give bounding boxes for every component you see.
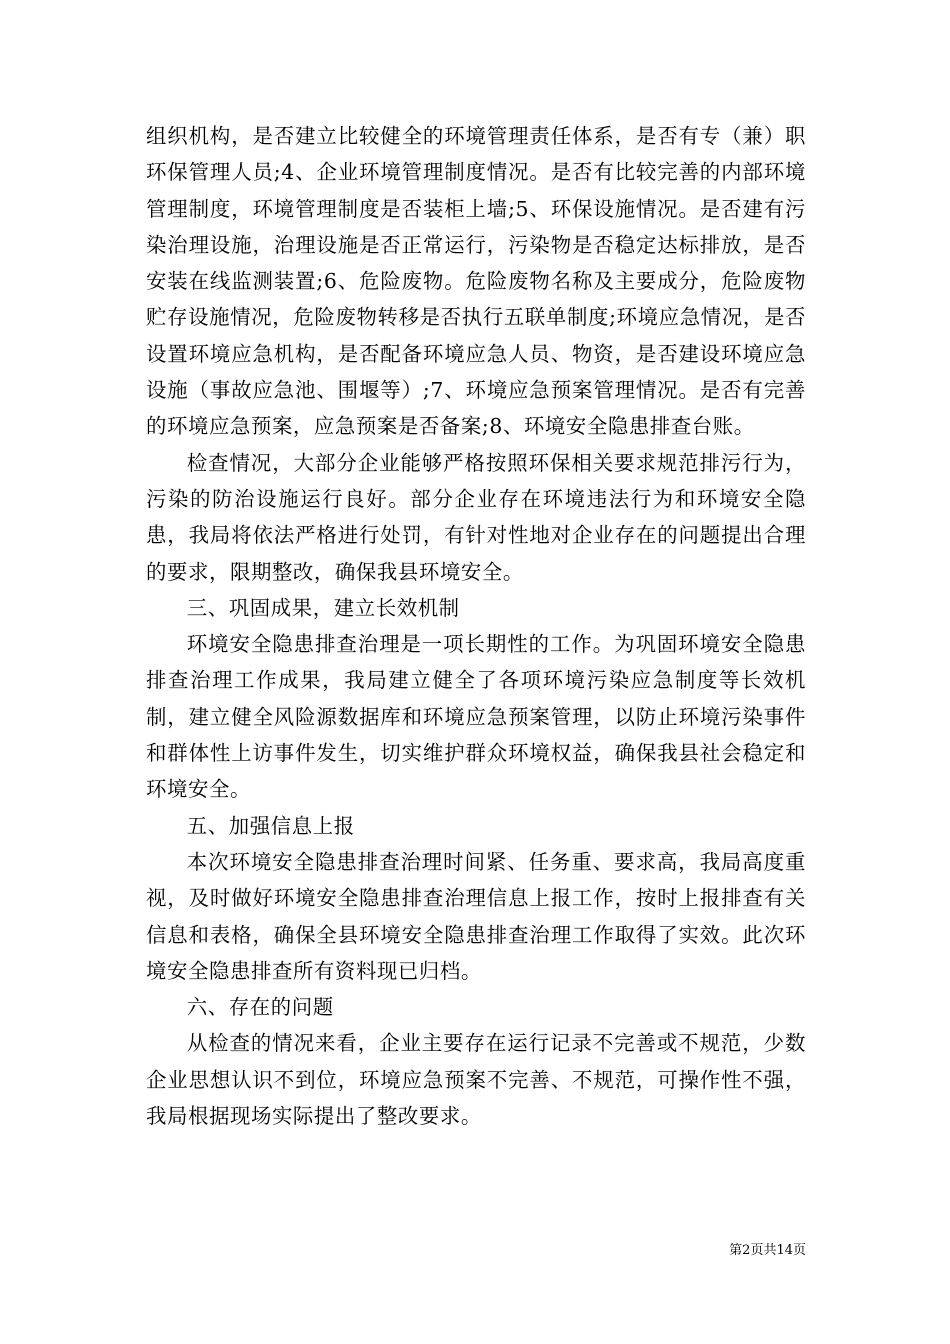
section-heading-problems: 六、存在的问题: [186, 995, 334, 1020]
paragraph-inspection-results: 检查情况，大部分企业能够严格按照环保相关要求规范排污行为，污染的防治设施运行良好。部分企业存在环境违法行为和环境安全隐患，我局将依法严格进行处罚，有针对性地对企业存在的问题提出合理的要求，限期整改，确保我县环境安全。: [146, 450, 806, 584]
paragraph-continued-checklist: 组织机构，是否建立比较健全的环境管理责任体系，是否有专（兼）职环保管理人员;4、企业环境管理制度情况。是否有比较完善的内部环境管理制度，环境管理制度是否装柜上墙;5、环保设施情况。是否建有污染治理设施，治理设施是否正常运行，污染物是否稳定达标排放，是否安装在线监测装置;6、危险废物。危险废物名称及主要成分，危险废物贮存设施情况，危险废物转移是否执行五联单制度;环境应急情况，是否设置环境应急机构，是否配备环境应急人员、物资，是否建设环境应急设施（事故应急池、围堰等）;7、环境应急预案管理情况。是否有完善的环境应急预案，应急预案是否备案;8、环境安全隐患排查台账。: [146, 124, 806, 439]
document-body: [146, 118, 806, 1134]
page-number-footer: 第2页共14页: [729, 1243, 806, 1258]
section-heading-reporting: 五、加强信息上报: [186, 813, 355, 838]
section-heading-consolidate: 三、巩固成果，建立长效机制: [186, 595, 460, 620]
paragraph-long-term-mechanism: 环境安全隐患排查治理是一项长期性的工作。为巩固环境安全隐患排查治理工作成果，我局建立健全了各项环境污染应急制度等长效机制，建立健全风险源数据库和环境应急预案管理，以防止环境污染事件和群体性上访事件发生，切实维护群众环境权益，确保我县社会稳定和环境安全。: [146, 632, 806, 802]
paragraph-problems: 从检查的情况来看，企业主要存在运行记录不完善或不规范，少数企业思想认识不到位，环境应急预案不完善、不规范，可操作性不强，我局根据现场实际提出了整改要求。: [146, 1031, 806, 1129]
paragraph-reporting: 本次环境安全隐患排查治理时间紧、任务重、要求高，我局高度重视，及时做好环境安全隐患排查治理信息上报工作，按时上报排查有关信息和表格，确保全县环境安全隐患排查治理工作取得了实效。此次环境安全隐患排查所有资料现已归档。: [146, 849, 806, 983]
